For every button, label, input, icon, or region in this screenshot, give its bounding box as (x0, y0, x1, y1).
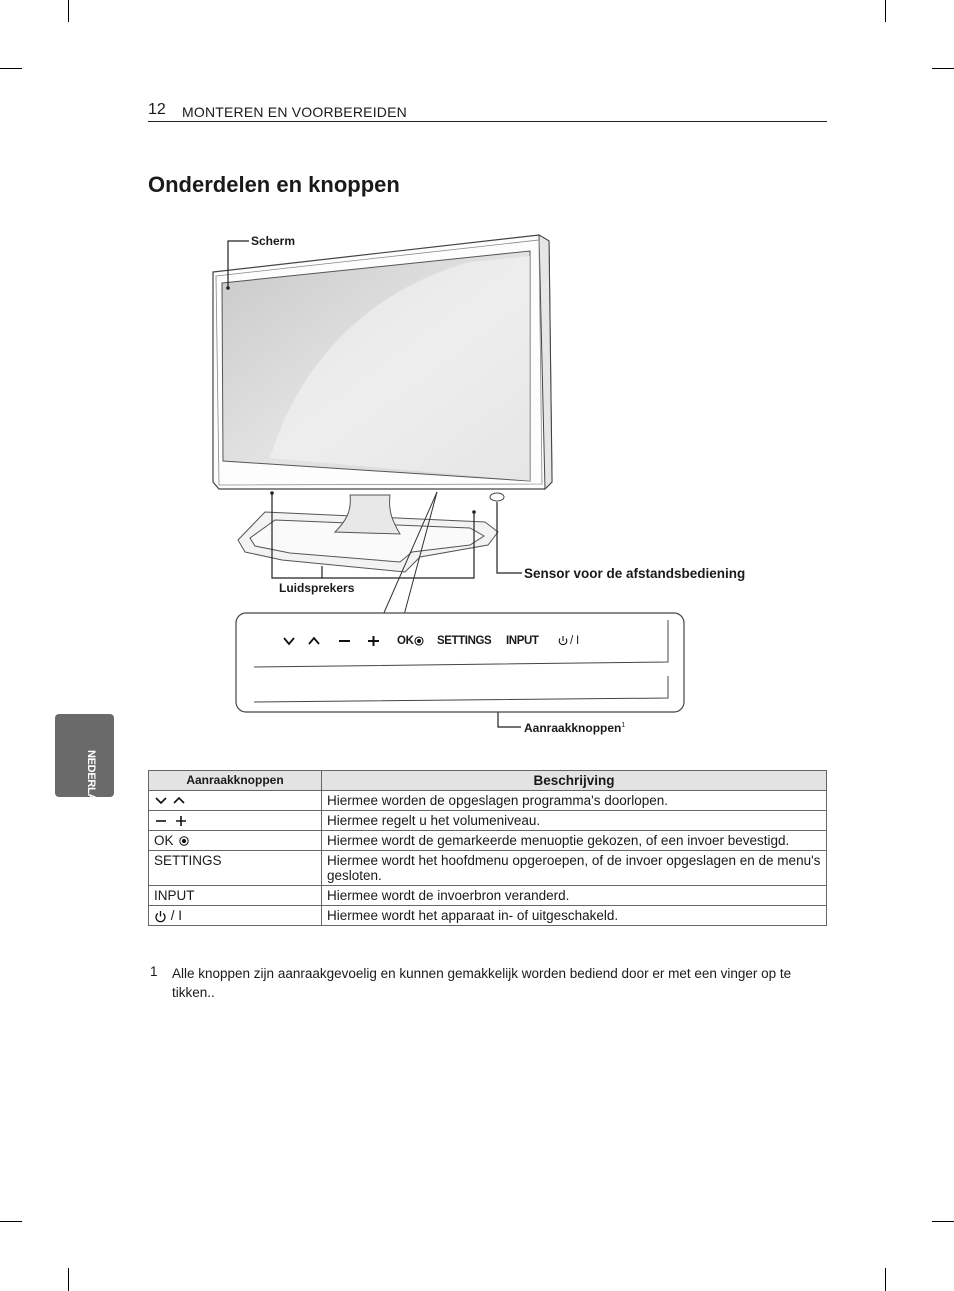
crop-mark (68, 1268, 69, 1291)
table-cell-description: Hiermee wordt de gemarkeerde menuoptie gekozen, of een invoer bevestigd. (322, 831, 827, 851)
section-title: MONTEREN EN VOORBEREIDEN (182, 104, 407, 120)
ok-dot-icon (177, 835, 191, 847)
strip-settings-label: SETTINGS (437, 635, 492, 647)
speakers-label: Luidsprekers (279, 581, 355, 595)
table-cell-button (149, 791, 322, 811)
crop-mark (932, 1221, 954, 1222)
buttons-table (148, 770, 827, 926)
footnote-mark: 1 (621, 722, 626, 729)
power-icon (154, 910, 167, 923)
page-number: 12 (148, 101, 166, 118)
table-cell-description: Hiermee wordt het hoofdmenu opgeroepen, of de invoer opgeslagen en de menu's gesloten. (322, 851, 827, 886)
table-cell-button (149, 831, 322, 851)
table-row (149, 886, 827, 906)
chevron-down-up-icon (154, 795, 190, 807)
touch-buttons-label (524, 721, 625, 735)
remote-sensor-label: Sensor voor de afstandsbediening (524, 566, 746, 581)
touch-buttons-label-text: Aanraakknoppen (524, 721, 622, 735)
language-tab-label: NEDERLANDS (85, 750, 97, 824)
table-row (149, 791, 827, 811)
table-cell-description: Hiermee wordt de invoerbron veranderd. (322, 886, 827, 906)
strip-power-label: / I (570, 635, 579, 647)
page-title: Onderdelen en knoppen (148, 172, 400, 197)
table-cell-button (149, 906, 322, 926)
table-header-description: Beschrijving (322, 771, 827, 791)
table-row (149, 811, 827, 831)
power-label: / I (170, 908, 183, 923)
strip-ok-label: OK (397, 635, 414, 647)
remote-sensor-mark (490, 493, 504, 501)
table-row (149, 906, 827, 926)
table-cell-button (149, 811, 322, 831)
minus-plus-icon (154, 815, 190, 827)
footnote-text: Alle knoppen zijn aanraakgevoelig en kunnen gemakkelijk worden bediend door er met een vinger op te tikken.. (172, 966, 792, 1000)
table-cell-description: Hiermee wordt het apparaat in- of uitgeschakeld. (322, 906, 827, 926)
monitor-stand (238, 495, 498, 572)
crop-mark (885, 1268, 886, 1291)
footnote-number: 1 (150, 964, 158, 979)
table-header-buttons: Aanraakknoppen (149, 771, 322, 791)
strip-input-label: INPUT (506, 635, 539, 647)
table-cell-description: Hiermee regelt u het volumeniveau. (322, 811, 827, 831)
table-cell-description: Hiermee worden de opgeslagen programma's doorlopen. (322, 791, 827, 811)
screen-label: Scherm (251, 234, 296, 248)
table-cell-button: INPUT (149, 886, 322, 906)
ok-label: OK (154, 833, 174, 848)
table-row (149, 831, 827, 851)
table-cell-button: SETTINGS (149, 851, 322, 886)
table-header-row (149, 771, 827, 791)
crop-mark (0, 1221, 22, 1222)
table-row (149, 851, 827, 886)
